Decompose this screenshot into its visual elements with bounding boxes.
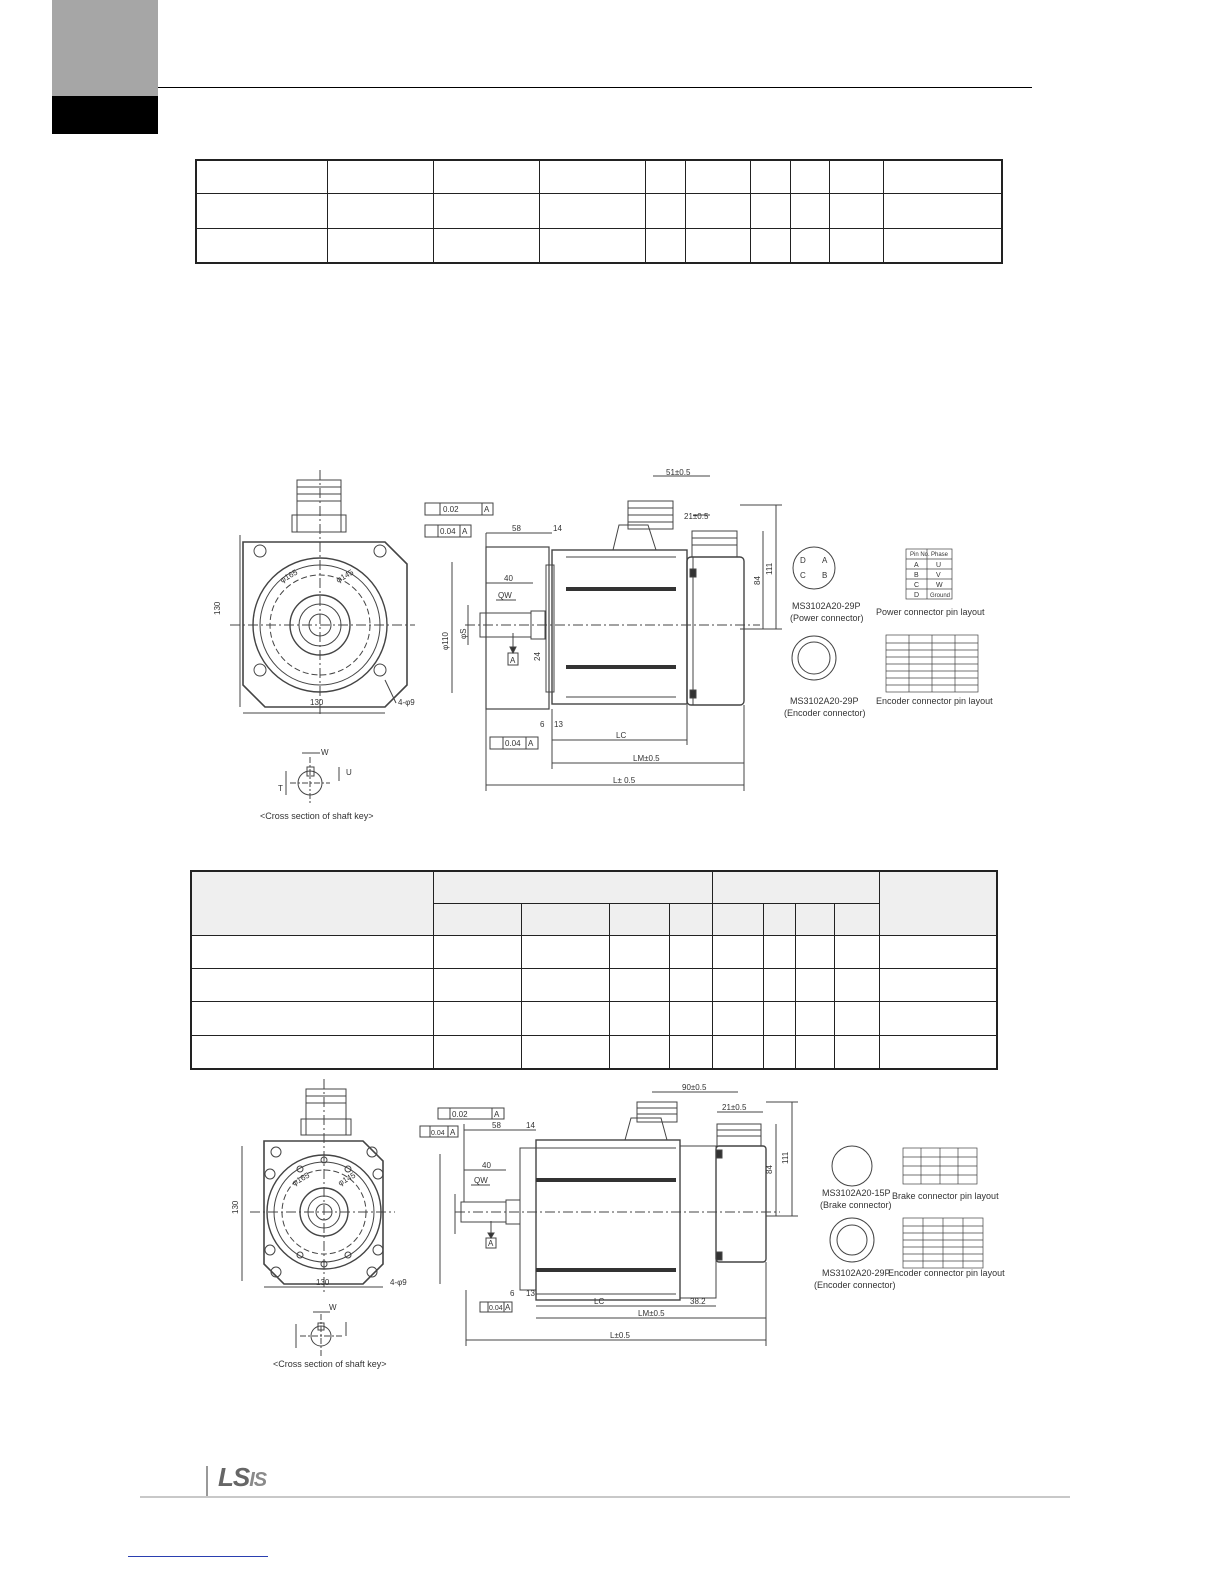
- dim-40: 40: [482, 1161, 491, 1170]
- tolerance-flatness: 0.02: [452, 1110, 468, 1119]
- tolerance-runout-datum: A: [462, 527, 468, 536]
- table-row: [196, 228, 1002, 263]
- footer-rule: [140, 1496, 1070, 1498]
- encoder-pin-table: [903, 1218, 983, 1268]
- dim-130-horizontal: 130: [316, 1278, 330, 1287]
- side-view: [452, 476, 782, 791]
- encoder-connector-model: MS3102A20-29P: [822, 1268, 891, 1278]
- pin-row-a-phase: U: [936, 562, 942, 569]
- tolerance-runout: 0.04: [431, 1130, 445, 1137]
- brake-connector-label: (Brake connector): [820, 1200, 892, 1210]
- dim-111: 111: [765, 562, 774, 575]
- key-t-label: T: [278, 784, 283, 793]
- table-header-row: [191, 871, 997, 903]
- pin-table-head-pin: Pin No.: [910, 552, 930, 558]
- encoder-pin-layout-title: Encoder connector pin layout: [876, 696, 993, 706]
- header-tab-grey: [52, 0, 158, 96]
- dim-24: 24: [533, 652, 542, 661]
- encoder-pin-table: [886, 635, 978, 692]
- dim-51: 51±0.5: [666, 468, 691, 477]
- dim-84: 84: [753, 576, 762, 585]
- dim-phi165: φ165: [290, 1170, 312, 1188]
- power-pin-c: C: [800, 571, 806, 580]
- table-row: [191, 935, 997, 968]
- pin-row-c-pin: C: [914, 582, 920, 589]
- brake-pin-layout-title: Brake connector pin layout: [892, 1191, 999, 1201]
- dim-6: 6: [510, 1289, 515, 1298]
- power-pin-a: A: [822, 556, 828, 565]
- tolerance-runout: 0.04: [440, 527, 456, 536]
- dim-13: 13: [526, 1289, 535, 1298]
- dim-4-phi9: 4-φ9: [398, 698, 415, 707]
- dim-84: 84: [765, 1165, 774, 1174]
- dim-21: 21±0.5: [722, 1103, 747, 1112]
- tolerance-flatness-datum: A: [484, 505, 490, 514]
- dim-phi-s: φS: [459, 628, 468, 639]
- bottom-link-underline[interactable]: [128, 1556, 268, 1557]
- dim-phi110: φ110: [441, 632, 450, 650]
- dim-phi165: φ165: [278, 567, 300, 585]
- logo-main-text: LS: [218, 1462, 250, 1492]
- tolerance-perp-datum: A: [505, 1303, 511, 1312]
- dim-14: 14: [526, 1121, 535, 1130]
- encoder-connector-label: (Encoder connector): [814, 1280, 896, 1290]
- company-logo: [218, 1462, 266, 1493]
- pin-row-d-phase: Ground: [930, 593, 951, 599]
- table-row: [191, 1001, 997, 1035]
- logo-sub-text: IS: [249, 1469, 267, 1491]
- brake-pin-table: [903, 1148, 977, 1184]
- dim-6: 6: [540, 720, 545, 729]
- encoder-connector-label: (Encoder connector): [784, 708, 866, 718]
- motor-drawing-1: [200, 465, 1010, 830]
- table-row: [191, 1035, 997, 1069]
- key-u-label: U: [346, 768, 352, 777]
- encoder-connector-model: MS3102A20-29P: [790, 696, 859, 706]
- dim-21: 21±0.5: [684, 512, 709, 521]
- power-pin-b: B: [822, 571, 828, 580]
- header-tab-black: [52, 96, 158, 134]
- header-rule: [158, 87, 1032, 88]
- table-row: [196, 193, 1002, 228]
- dim-qw: QW: [498, 591, 512, 600]
- tolerance-perpendicularity: 0.04: [505, 739, 521, 748]
- table-row: [191, 968, 997, 1001]
- dim-phi145: φ145: [334, 567, 356, 585]
- power-connector-label: (Power connector): [790, 613, 864, 623]
- dim-lc: LC: [616, 731, 627, 740]
- cross-section-caption: <Cross section of shaft key>: [260, 811, 374, 821]
- shaft-key-cross-section: [296, 1312, 346, 1356]
- dim-130-horizontal: 130: [310, 698, 324, 707]
- spec-table-2: [190, 870, 998, 1070]
- front-view: [242, 1079, 395, 1294]
- front-view: [230, 470, 415, 715]
- pin-row-c-phase: W: [936, 582, 943, 589]
- key-w-label: W: [329, 1303, 337, 1312]
- cross-section-caption: <Cross section of shaft key>: [273, 1359, 387, 1369]
- dim-lm: LM±0.5: [638, 1309, 665, 1318]
- power-pin-layout-title: Power connector pin layout: [876, 607, 985, 617]
- dim-58: 58: [492, 1121, 501, 1130]
- tolerance-perpendicularity: 0.04: [489, 1305, 503, 1312]
- encoder-pin-layout-title: Encoder connector pin layout: [888, 1268, 1005, 1278]
- dim-38-2: 38.2: [690, 1297, 706, 1306]
- tolerance-flatness-datum: A: [494, 1110, 500, 1119]
- dim-lc: LC: [594, 1297, 605, 1306]
- pin-row-d-pin: D: [914, 592, 920, 599]
- dim-14: 14: [553, 524, 562, 533]
- dim-l: L± 0.5: [613, 776, 636, 785]
- tolerance-flatness: 0.02: [443, 505, 459, 514]
- power-connector-model: MS3102A20-29P: [792, 601, 861, 611]
- power-pin-d: D: [800, 556, 806, 565]
- dim-l: L±0.5: [610, 1331, 630, 1340]
- dim-130-vertical: 130: [213, 601, 222, 615]
- pin-row-b-pin: B: [914, 572, 919, 579]
- motor-drawing-2: [200, 1074, 1020, 1379]
- dim-4-phi9: 4-φ9: [390, 1278, 407, 1287]
- key-w-label: W: [321, 748, 329, 757]
- dim-phi145: φ145: [336, 1170, 358, 1188]
- pin-row-a-pin: A: [914, 562, 919, 569]
- dim-lm: LM±0.5: [633, 754, 660, 763]
- pin-row-b-phase: V: [936, 572, 941, 579]
- datum-a-marker: A: [510, 656, 516, 665]
- dim-40: 40: [504, 574, 513, 583]
- dim-90: 90±0.5: [682, 1083, 707, 1092]
- shaft-key-cross-section: [286, 753, 339, 805]
- table-row: [196, 160, 1002, 193]
- footer-divider: [206, 1466, 208, 1498]
- dim-13: 13: [554, 720, 563, 729]
- dim-qw: QW: [474, 1176, 488, 1185]
- dim-130-vertical: 130: [231, 1200, 240, 1214]
- brake-connector-model: MS3102A20-15P: [822, 1188, 891, 1198]
- tolerance-perp-datum: A: [528, 739, 534, 748]
- dim-58: 58: [512, 524, 521, 533]
- datum-a-marker: A: [488, 1239, 494, 1248]
- dim-111: 111: [781, 1151, 790, 1164]
- pin-table-head-phase: Phase: [931, 552, 949, 558]
- tolerance-runout-datum: A: [450, 1128, 456, 1137]
- spec-table-1: [195, 159, 1003, 264]
